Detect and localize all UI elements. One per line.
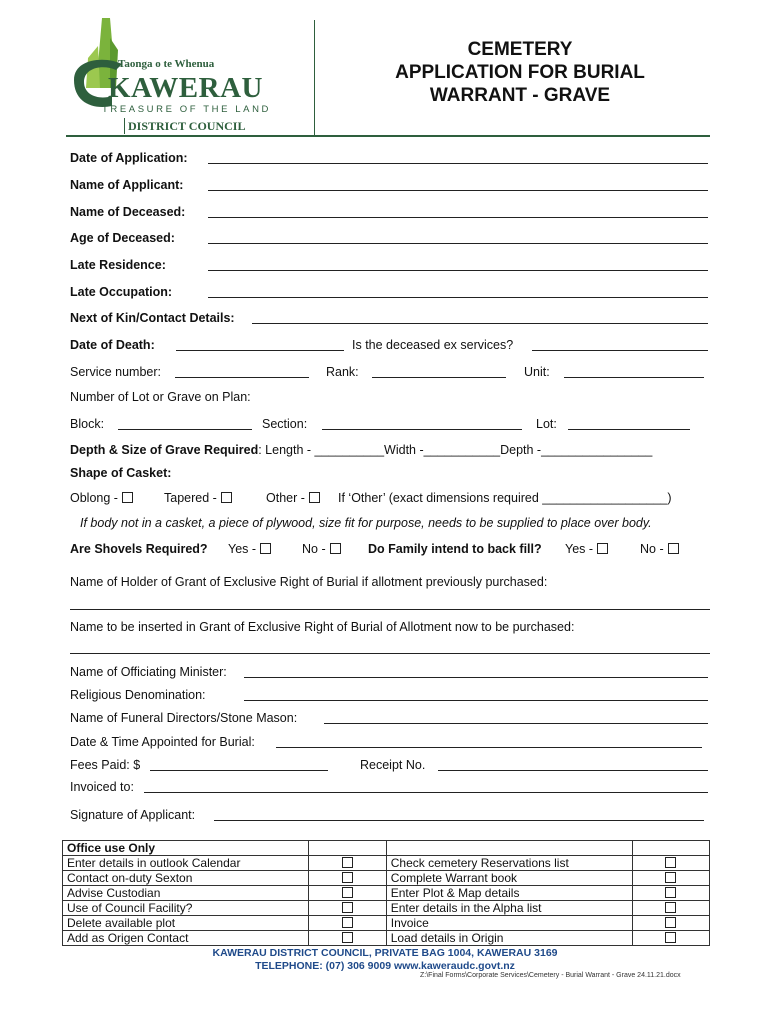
late-occupation-label: Late Occupation: (70, 285, 173, 299)
lot-field[interactable] (568, 429, 690, 430)
lot-label: Lot: (536, 417, 557, 431)
date-application-field[interactable] (208, 163, 708, 164)
footer-contact: TELEPHONE: (07) 306 9009 www.kaweraudc.govt.nz (255, 960, 515, 972)
office-use-table (62, 840, 710, 946)
logo-council: DISTRICT COUNCIL (128, 119, 246, 133)
shape-casket-label: Shape of Casket: (70, 466, 172, 480)
office-checkbox[interactable] (342, 902, 353, 913)
logo-name: KAWERAU (108, 72, 263, 104)
table-row (63, 916, 710, 931)
unit-label: Unit: (524, 365, 550, 379)
depth-size-row: Depth & Size of Grave Required: Length - __________Width -___________Depth -________________ (70, 443, 653, 457)
office-checkbox[interactable] (342, 887, 353, 898)
shovels-no-checkbox[interactable] (330, 543, 341, 554)
office-task: Enter details in outlook Calendar (63, 856, 309, 871)
name-deceased-label: Name of Deceased: (70, 205, 186, 219)
table-row (63, 931, 710, 946)
logo-tagline: Taonga o te Whenua (118, 58, 215, 70)
holder-grant-label: Name of Holder of Grant of Exclusive Right of Burial if allotment previously purchased: (70, 575, 548, 589)
other-option[interactable]: Other - (266, 491, 320, 505)
fees-field[interactable] (150, 770, 328, 771)
officiating-label: Name of Officiating Minister: (70, 665, 227, 679)
header-divider (314, 20, 315, 135)
footer-address: KAWERAU DISTRICT COUNCIL, PRIVATE BAG 1004, KAWERAU 3169 (212, 947, 558, 959)
rank-label: Rank: (326, 365, 359, 379)
invoiced-field[interactable] (144, 792, 708, 793)
date-of-death-label: Date of Death: (70, 338, 155, 352)
office-checkbox[interactable] (342, 917, 353, 928)
office-task: Load details in Origin (386, 931, 632, 946)
casket-note: If body not in a casket, a piece of plywood, size fit for purpose, needs to be supplied to place over body. (80, 516, 652, 530)
table-row (63, 841, 710, 856)
age-deceased-label: Age of Deceased: (70, 231, 175, 245)
name-deceased-field[interactable] (208, 217, 708, 218)
name-applicant-label: Name of Applicant: (70, 178, 184, 192)
page-title: CEMETERY APPLICATION FOR BURIAL WARRANT - GRAVE (395, 39, 645, 106)
next-of-kin-field[interactable] (252, 323, 708, 324)
section-label: Section: (262, 417, 308, 431)
rank-field[interactable] (372, 377, 506, 378)
shovels-yes-option[interactable]: Yes - (228, 542, 271, 556)
section-field[interactable] (322, 429, 522, 430)
age-deceased-field[interactable] (208, 243, 708, 244)
office-task: Add as Origen Contact (63, 931, 309, 946)
footer-file-path: Z:\Final Forms\Corporate Services\Cemetery - Burial Warrant - Grave 24.11.21.docx (420, 972, 681, 979)
office-checkbox[interactable] (665, 902, 676, 913)
late-occupation-field[interactable] (208, 297, 708, 298)
office-checkbox[interactable] (665, 932, 676, 943)
logo-sub: TREASURE OF THE LAND (102, 104, 272, 115)
shovels-yes-checkbox[interactable] (260, 543, 271, 554)
invoiced-label: Invoiced to: (70, 780, 134, 794)
name-inserted-label: Name to be inserted in Grant of Exclusive Right of Burial of Allotment now to be purchased: (70, 620, 575, 634)
backfill-yes-checkbox[interactable] (597, 543, 608, 554)
office-task: Invoice (386, 916, 632, 931)
receipt-label: Receipt No. (360, 758, 426, 772)
signature-label: Signature of Applicant: (70, 808, 196, 822)
receipt-field[interactable] (438, 770, 708, 771)
office-checkbox[interactable] (665, 857, 676, 868)
unit-field[interactable] (564, 377, 704, 378)
kawerau-logo (66, 18, 316, 136)
office-task: Enter Plot & Map details (386, 886, 632, 901)
office-task: Check cemetery Reservations list (386, 856, 632, 871)
date-application-label: Date of Application: (70, 151, 188, 165)
holder-grant-field[interactable] (70, 609, 710, 610)
service-number-label: Service number: (70, 365, 162, 379)
backfill-no-option[interactable]: No - (640, 542, 679, 556)
shovels-no-option[interactable]: No - (302, 542, 341, 556)
table-row (63, 886, 710, 901)
backfill-no-checkbox[interactable] (668, 543, 679, 554)
funeral-field[interactable] (324, 723, 708, 724)
oblong-option[interactable]: Oblong - (70, 491, 133, 505)
table-row (63, 901, 710, 916)
religious-label: Religious Denomination: (70, 688, 206, 702)
table-row (63, 856, 710, 871)
shovels-label: Are Shovels Required? (70, 542, 208, 556)
officiating-field[interactable] (244, 677, 708, 678)
oblong-checkbox[interactable] (122, 492, 133, 503)
date-time-label: Date & Time Appointed for Burial: (70, 735, 255, 749)
name-inserted-field[interactable] (70, 653, 710, 654)
ex-services-field[interactable] (532, 350, 708, 351)
backfill-label: Do Family intend to back fill? (368, 542, 542, 556)
tapered-option[interactable]: Tapered - (164, 491, 232, 505)
funeral-label: Name of Funeral Directors/Stone Mason: (70, 711, 298, 725)
service-number-field[interactable] (175, 377, 309, 378)
lot-grave-label: Number of Lot or Grave on Plan: (70, 390, 251, 404)
next-of-kin-label: Next of Kin/Contact Details: (70, 311, 235, 325)
name-applicant-field[interactable] (208, 190, 708, 191)
religious-field[interactable] (244, 700, 708, 701)
ex-services-label: Is the deceased ex services? (352, 338, 514, 352)
other-checkbox[interactable] (309, 492, 320, 503)
office-task: Advise Custodian (63, 886, 309, 901)
block-label: Block: (70, 417, 105, 431)
office-task: Delete available plot (63, 916, 309, 931)
late-residence-field[interactable] (208, 270, 708, 271)
header-rule (66, 135, 710, 137)
fees-label: Fees Paid: $ (70, 758, 141, 772)
office-checkbox[interactable] (342, 932, 353, 943)
office-heading: Office use Only (63, 841, 309, 856)
office-checkbox[interactable] (665, 872, 676, 883)
office-checkbox[interactable] (665, 887, 676, 898)
date-of-death-field[interactable] (176, 350, 344, 351)
office-task: Complete Warrant book (386, 871, 632, 886)
office-checkbox[interactable] (342, 857, 353, 868)
office-task: Contact on-duty Sexton (63, 871, 309, 886)
tapered-checkbox[interactable] (221, 492, 232, 503)
other-note: If ‘Other’ (exact dimensions required __________________) (338, 491, 672, 505)
office-task: Enter details in the Alpha list (386, 901, 632, 916)
late-residence-label: Late Residence: (70, 258, 166, 272)
signature-field[interactable] (214, 820, 704, 821)
table-row (63, 871, 710, 886)
office-task: Use of Council Facility? (63, 901, 309, 916)
office-checkbox[interactable] (665, 917, 676, 928)
backfill-yes-option[interactable]: Yes - (565, 542, 608, 556)
date-time-field[interactable] (276, 747, 702, 748)
block-field[interactable] (118, 429, 252, 430)
office-checkbox[interactable] (342, 872, 353, 883)
